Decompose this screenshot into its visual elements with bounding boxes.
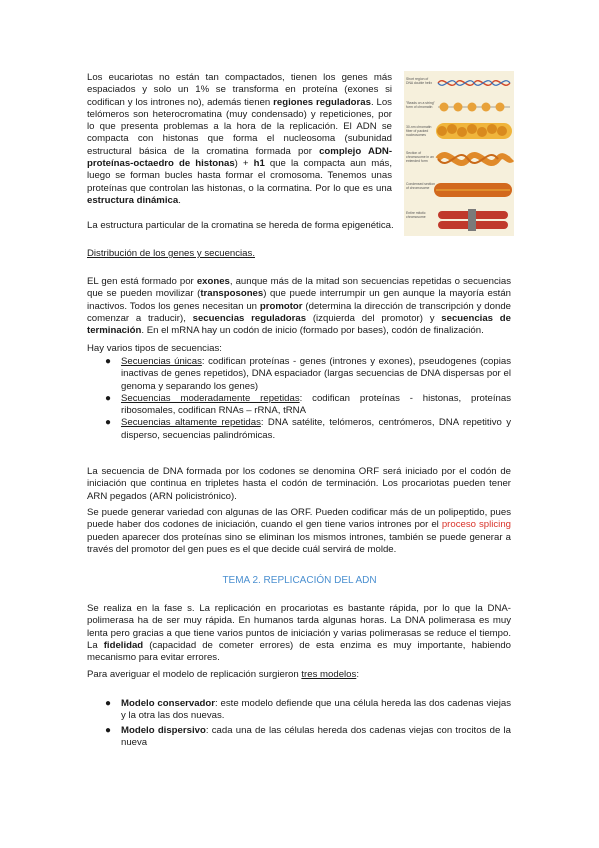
sequence-types-intro: Hay varios tipos de secuencias: [87, 343, 222, 354]
text-run: (determina la dirección de transcripción y donde comenzar a traducir), [87, 300, 511, 324]
chromatin-figure [404, 71, 514, 236]
list-item-text: : este modelo defiende que una célula hereda las dos cadenas viejas y la otra las dos nuevas. [121, 698, 511, 722]
text-run: (capacidad de cometer errores) de esta enzima es muy importante, habiendo mecanismo para evitar errores. [87, 639, 511, 664]
text-run: que la compacta aun más, luego se forman bucles hasta formar el cromosoma. Tenemos unas proteínas que controlan las histonas, o la cormatina. Por lo que es una [87, 158, 392, 194]
gene-paragraph [87, 276, 511, 337]
text-run: . En el mRNA hay un codón de inicio (formado por bases), codón de finalización. [141, 325, 484, 337]
bullet-icon: ● [105, 392, 112, 404]
list-item-label: Secuencias altamente repetidas [121, 417, 261, 429]
bold-term: regiones reguladoras [273, 96, 371, 108]
bold-term: transposones [200, 288, 264, 300]
text-run: Los eucariotas no están tan compactados, tienen los genes más espaciados y solo un 1% se transforma en proteína (exones si codifican y los intrones no), además tienen [87, 72, 392, 108]
figure-label: 30-nm chromatin fiber of packed nucleosomes [406, 125, 432, 137]
models-list [105, 698, 511, 749]
text-run: EL gen está formado por [87, 276, 197, 287]
bold-term: promotor [259, 300, 303, 312]
bullet-icon: ● [105, 724, 112, 736]
bold-term: h1 [253, 158, 265, 170]
chapter-heading: TEMA 2. REPLICACIÓN DEL ADN [222, 575, 377, 586]
text-run: , aunque más de la mitad son secuencias repetidas o secuencias que se pueden movilizar ( [87, 276, 512, 300]
list-item-text: : DNA satélite, telómeros, centrómeros, DNA repetitivo y disperso, secuencias palindrómicas. [121, 417, 511, 441]
list-item-text: : cada una de las células hereda dos cadenas viejas con trocitos de la nueva [121, 724, 511, 748]
bullet-icon: ● [105, 356, 112, 367]
list-item-label: Modelo conservador [121, 698, 216, 709]
epigenetic-sentence: La estructura particular de la cromatina se hereda de forma epigenética. [87, 220, 394, 231]
bold-term: secuencias de terminación [87, 312, 511, 337]
replication-paragraph [87, 603, 511, 664]
list-item [105, 698, 511, 723]
text-run: pueden aparecer dos proteínas sino se eliminan los mismos intrones, también se puede generar a través del promotor del gen pues es el que decide cuál servirá de molde. [87, 531, 511, 555]
figure-label: Entire mitotic chromosome [406, 211, 426, 219]
bold-term: estructura dinámica [87, 194, 179, 206]
list-item [105, 356, 511, 393]
text-run: ) + [234, 158, 254, 170]
bold-term: fidelidad [103, 639, 144, 651]
list-item [105, 393, 511, 418]
figure-label: Short region of DNA double helix [406, 77, 433, 85]
sequence-types-list [105, 356, 511, 442]
section-title-distribucion: Distribución de los genes y secuencias. [87, 248, 255, 259]
variety-paragraph [87, 507, 511, 556]
list-item-text: : codifican proteínas - histonas, proteínas ribosomales, codifican RNAs – rRNA, tRNA [121, 392, 512, 417]
list-item-label: Modelo dispersivo [121, 724, 206, 736]
models-intro [87, 669, 511, 681]
underlined-term: tres modelos [301, 669, 357, 680]
text-run: . [178, 194, 181, 206]
text-run: ) que puede interrumpir un gen aunque la mayoría están inactivos. Todos los genes necesitan un [87, 288, 511, 312]
text-run: Se realiza en la fase s. La replicación en procariotas es bastante rápida, por lo que la DNA-polimerasa ha de ser muy rápida. En humanos tarda algunas horas. La DNA polimerasa es muy lenta pero gracias a que tiene varios puntos de iniciación y varias polimerasas se reduce el tiempo. La [87, 603, 511, 651]
bold-term: exones [196, 276, 230, 287]
intro-paragraph [87, 72, 392, 207]
figure-label: Condensed section of chromosome [406, 182, 436, 190]
list-item-text: : codifican proteínas - genes (intrones y exones), pseudogenes (copias inactivas de genes repetidos), DNA espaciador (largas secuencias de DNA dispersas por el genoma y separando los genes) [121, 356, 511, 392]
list-item-label: Secuencias únicas [121, 356, 202, 367]
bullet-icon: ● [105, 698, 112, 709]
text-run: : [356, 669, 359, 680]
bold-term: complejo ADN-proteínas-octaedro de histonas [87, 145, 393, 170]
list-item [105, 417, 511, 442]
text-run: Para averiguar el modelo de replicación surgieron [87, 669, 302, 680]
list-item [105, 725, 511, 750]
figure-label: "Beads on a string" form of chromatin [406, 101, 435, 109]
text-run: Se puede generar variedad con algunas de las ORF. Pueden codificar más de un polipeptido, pues puede haber dos codones de iniciación, cuando el gen tiene varios intrones por el [87, 507, 511, 531]
bullet-icon: ● [105, 417, 112, 429]
text-run: . Los telómeros son heterocromatina (muy condensado) y repeticiones, por lo que presenta problemas a la hora de la replicación. El ADN se compacta con histonas que forma el nucleosoma (subunidad estructural básica de la cromatina formada por [87, 96, 392, 157]
bold-term: secuencias reguladoras [192, 312, 307, 324]
orf-paragraph: La secuencia de DNA formada por los codones se denomina ORF será iniciado por el codón de iniciación que continua en tripletes hasta el codón de terminación. Los procariotas pueden tener ARN pegados (ARN policistrónico). [87, 466, 511, 502]
highlight-term: proceso splicing [441, 519, 511, 531]
list-item-label: Secuencias moderadamente repetidas [121, 392, 300, 404]
figure-label: Section of chromosome in an extended form [406, 151, 434, 163]
text-run: (izquierda del promotor) y [306, 312, 442, 324]
